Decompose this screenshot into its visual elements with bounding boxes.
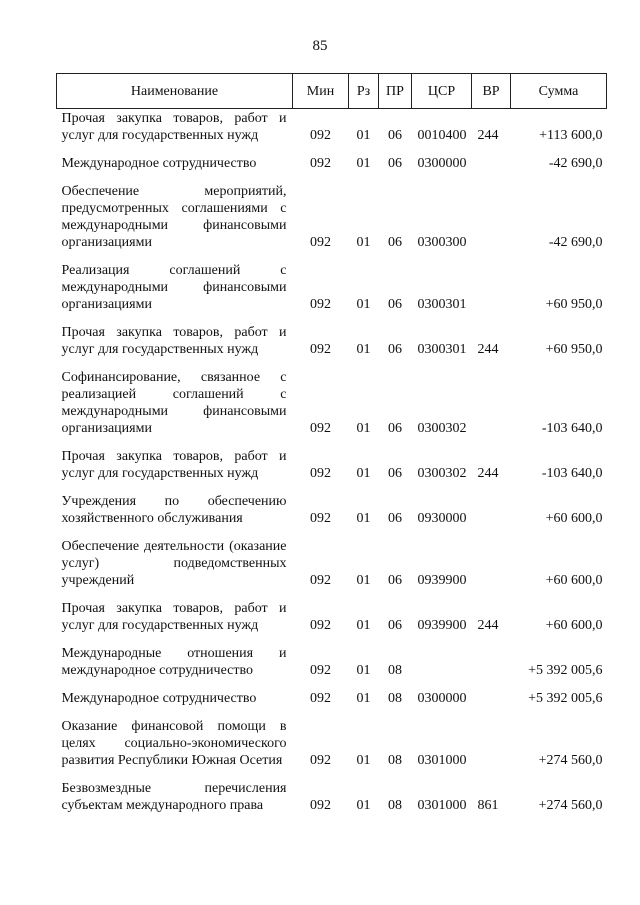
cell-pr: 08 [388,691,402,706]
cell-min: 092 [310,798,331,813]
cell-csr: 0930000 [417,511,467,526]
table-row [57,779,607,824]
cell-csr: 0939900 [417,618,467,633]
cell-sum: +60 950,0 [545,342,603,357]
cell-pr: 06 [388,466,402,481]
cell-pr: 06 [388,342,402,357]
cell-vr [472,261,511,323]
cell-min: 092 [310,663,331,678]
cell-pr: 06 [388,156,402,171]
table-row [57,689,607,717]
cell-min: 092 [310,573,331,588]
cell-rz: 01 [356,691,371,706]
cell-min: 092 [310,235,331,250]
cell-csr: 0300301 [417,297,467,312]
cell-sum: -42 690,0 [548,156,603,171]
cell-rz: 01 [356,511,371,526]
cell-csr: 0939900 [417,573,467,588]
cell-name: Реализация соглашений с международными финансовыми организациями [61,263,287,312]
cell-csr: 0300302 [417,421,467,436]
cell-rz: 01 [356,235,371,250]
cell-rz: 01 [356,466,371,481]
cell-sum: +5 392 005,6 [528,663,603,678]
cell-csr: 0301000 [417,798,467,813]
cell-rz: 01 [356,156,371,171]
cell-csr: 0300300 [417,235,467,250]
cell-vr [472,154,511,182]
cell-name: Прочая закупка товаров, работ и услуг для государственных нужд [61,111,287,143]
cell-name: Международное сотрудничество [61,156,257,171]
cell-name: Обеспечение мероприятий, предусмотренных соглашениями с международными финансовыми организациями [61,184,287,250]
cell-vr: 244 [477,466,499,481]
cell-name: Обеспечение деятельности (оказание услуг) подведомственных учреждений [61,539,287,588]
table-row [57,109,607,155]
cell-sum: -103 640,0 [541,421,603,436]
table-header [57,74,607,109]
cell-name: Международное сотрудничество [61,691,257,706]
cell-vr: 244 [477,618,499,633]
cell-rz: 01 [356,128,371,143]
cell-vr [472,717,511,779]
cell-rz: 01 [356,798,371,813]
header-row [57,74,607,109]
cell-sum: +113 600,0 [539,128,603,143]
cell-pr: 06 [388,421,402,436]
cell-vr [472,182,511,261]
cell-rz: 01 [356,618,371,633]
cell-name: Прочая закупка товаров, работ и услуг для государственных нужд [61,325,287,357]
cell-csr: 0300302 [417,466,467,481]
cell-name: Учреждения по обеспечению хозяйственного обслуживания [61,494,287,526]
cell-pr: 06 [388,618,402,633]
cell-name: Международные отношения и международное сотрудничество [61,646,287,678]
table-row [57,492,607,537]
cell-pr: 06 [388,297,402,312]
cell-sum: +60 600,0 [545,511,603,526]
table-row [57,154,607,182]
cell-vr: 244 [477,342,499,357]
cell-min: 092 [310,618,331,633]
cell-vr [472,689,511,717]
header-name: Наименование [57,74,293,109]
cell-pr: 06 [388,235,402,250]
cell-csr: 0301000 [417,753,467,768]
cell-name: Софинансирование, связанное с реализацией соглашений с международными финансовыми организациями [61,370,287,436]
table-row [57,261,607,323]
cell-name: Безвозмездные перечисления субъектам международного права [61,781,287,813]
cell-csr: 0300000 [417,691,467,706]
cell-vr [472,644,511,689]
cell-csr: 0010400 [417,128,467,143]
cell-rz: 01 [356,663,371,678]
cell-sum: +60 600,0 [545,618,603,633]
cell-pr: 06 [388,128,402,143]
cell-min: 092 [310,691,331,706]
cell-sum: -42 690,0 [548,235,603,250]
header-min: Мин [293,74,349,109]
table-body [57,109,607,825]
cell-min: 092 [310,466,331,481]
table-row [57,323,607,368]
header-rz: Рз [349,74,379,109]
cell-vr [472,537,511,599]
table-row [57,717,607,779]
cell-vr [472,368,511,447]
cell-sum: +274 560,0 [538,753,603,768]
cell-min: 092 [310,297,331,312]
cell-rz: 01 [356,342,371,357]
cell-csr: 0300000 [417,156,467,171]
table-row [57,182,607,261]
cell-vr: 861 [477,798,499,813]
cell-min: 092 [310,156,331,171]
cell-sum: +5 392 005,6 [528,691,603,706]
cell-pr: 06 [388,511,402,526]
cell-min: 092 [310,128,331,143]
cell-rz: 01 [356,753,371,768]
cell-rz: 01 [356,297,371,312]
header-sum: Сумма [511,74,607,109]
cell-sum: +60 950,0 [545,297,603,312]
header-pr: ПР [379,74,412,109]
page-number: 85 [312,38,328,54]
table-row [57,447,607,492]
cell-name: Оказание финансовой помощи в целях социально-экономического развития Республики Южная Осетия [61,719,287,768]
cell-min: 092 [310,421,331,436]
cell-min: 092 [310,342,331,357]
cell-vr: 244 [477,128,499,143]
table-row [57,368,607,447]
cell-min: 092 [310,511,331,526]
cell-vr [472,492,511,537]
header-vr: ВР [472,74,511,109]
cell-pr: 08 [388,753,402,768]
table-row [57,644,607,689]
cell-name: Прочая закупка товаров, работ и услуг для государственных нужд [61,601,287,633]
budget-table [56,73,607,824]
table-row [57,537,607,599]
cell-sum: -103 640,0 [541,466,603,481]
cell-min: 092 [310,753,331,768]
cell-rz: 01 [356,573,371,588]
cell-csr [412,644,472,689]
cell-sum: +274 560,0 [538,798,603,813]
header-csr: ЦСР [412,74,472,109]
table-row [57,599,607,644]
cell-csr: 0300301 [417,342,467,357]
cell-pr: 06 [388,573,402,588]
cell-pr: 08 [388,798,402,813]
cell-name: Прочая закупка товаров, работ и услуг для государственных нужд [61,449,287,481]
cell-rz: 01 [356,421,371,436]
cell-sum: +60 600,0 [545,573,603,588]
cell-pr: 08 [388,663,402,678]
